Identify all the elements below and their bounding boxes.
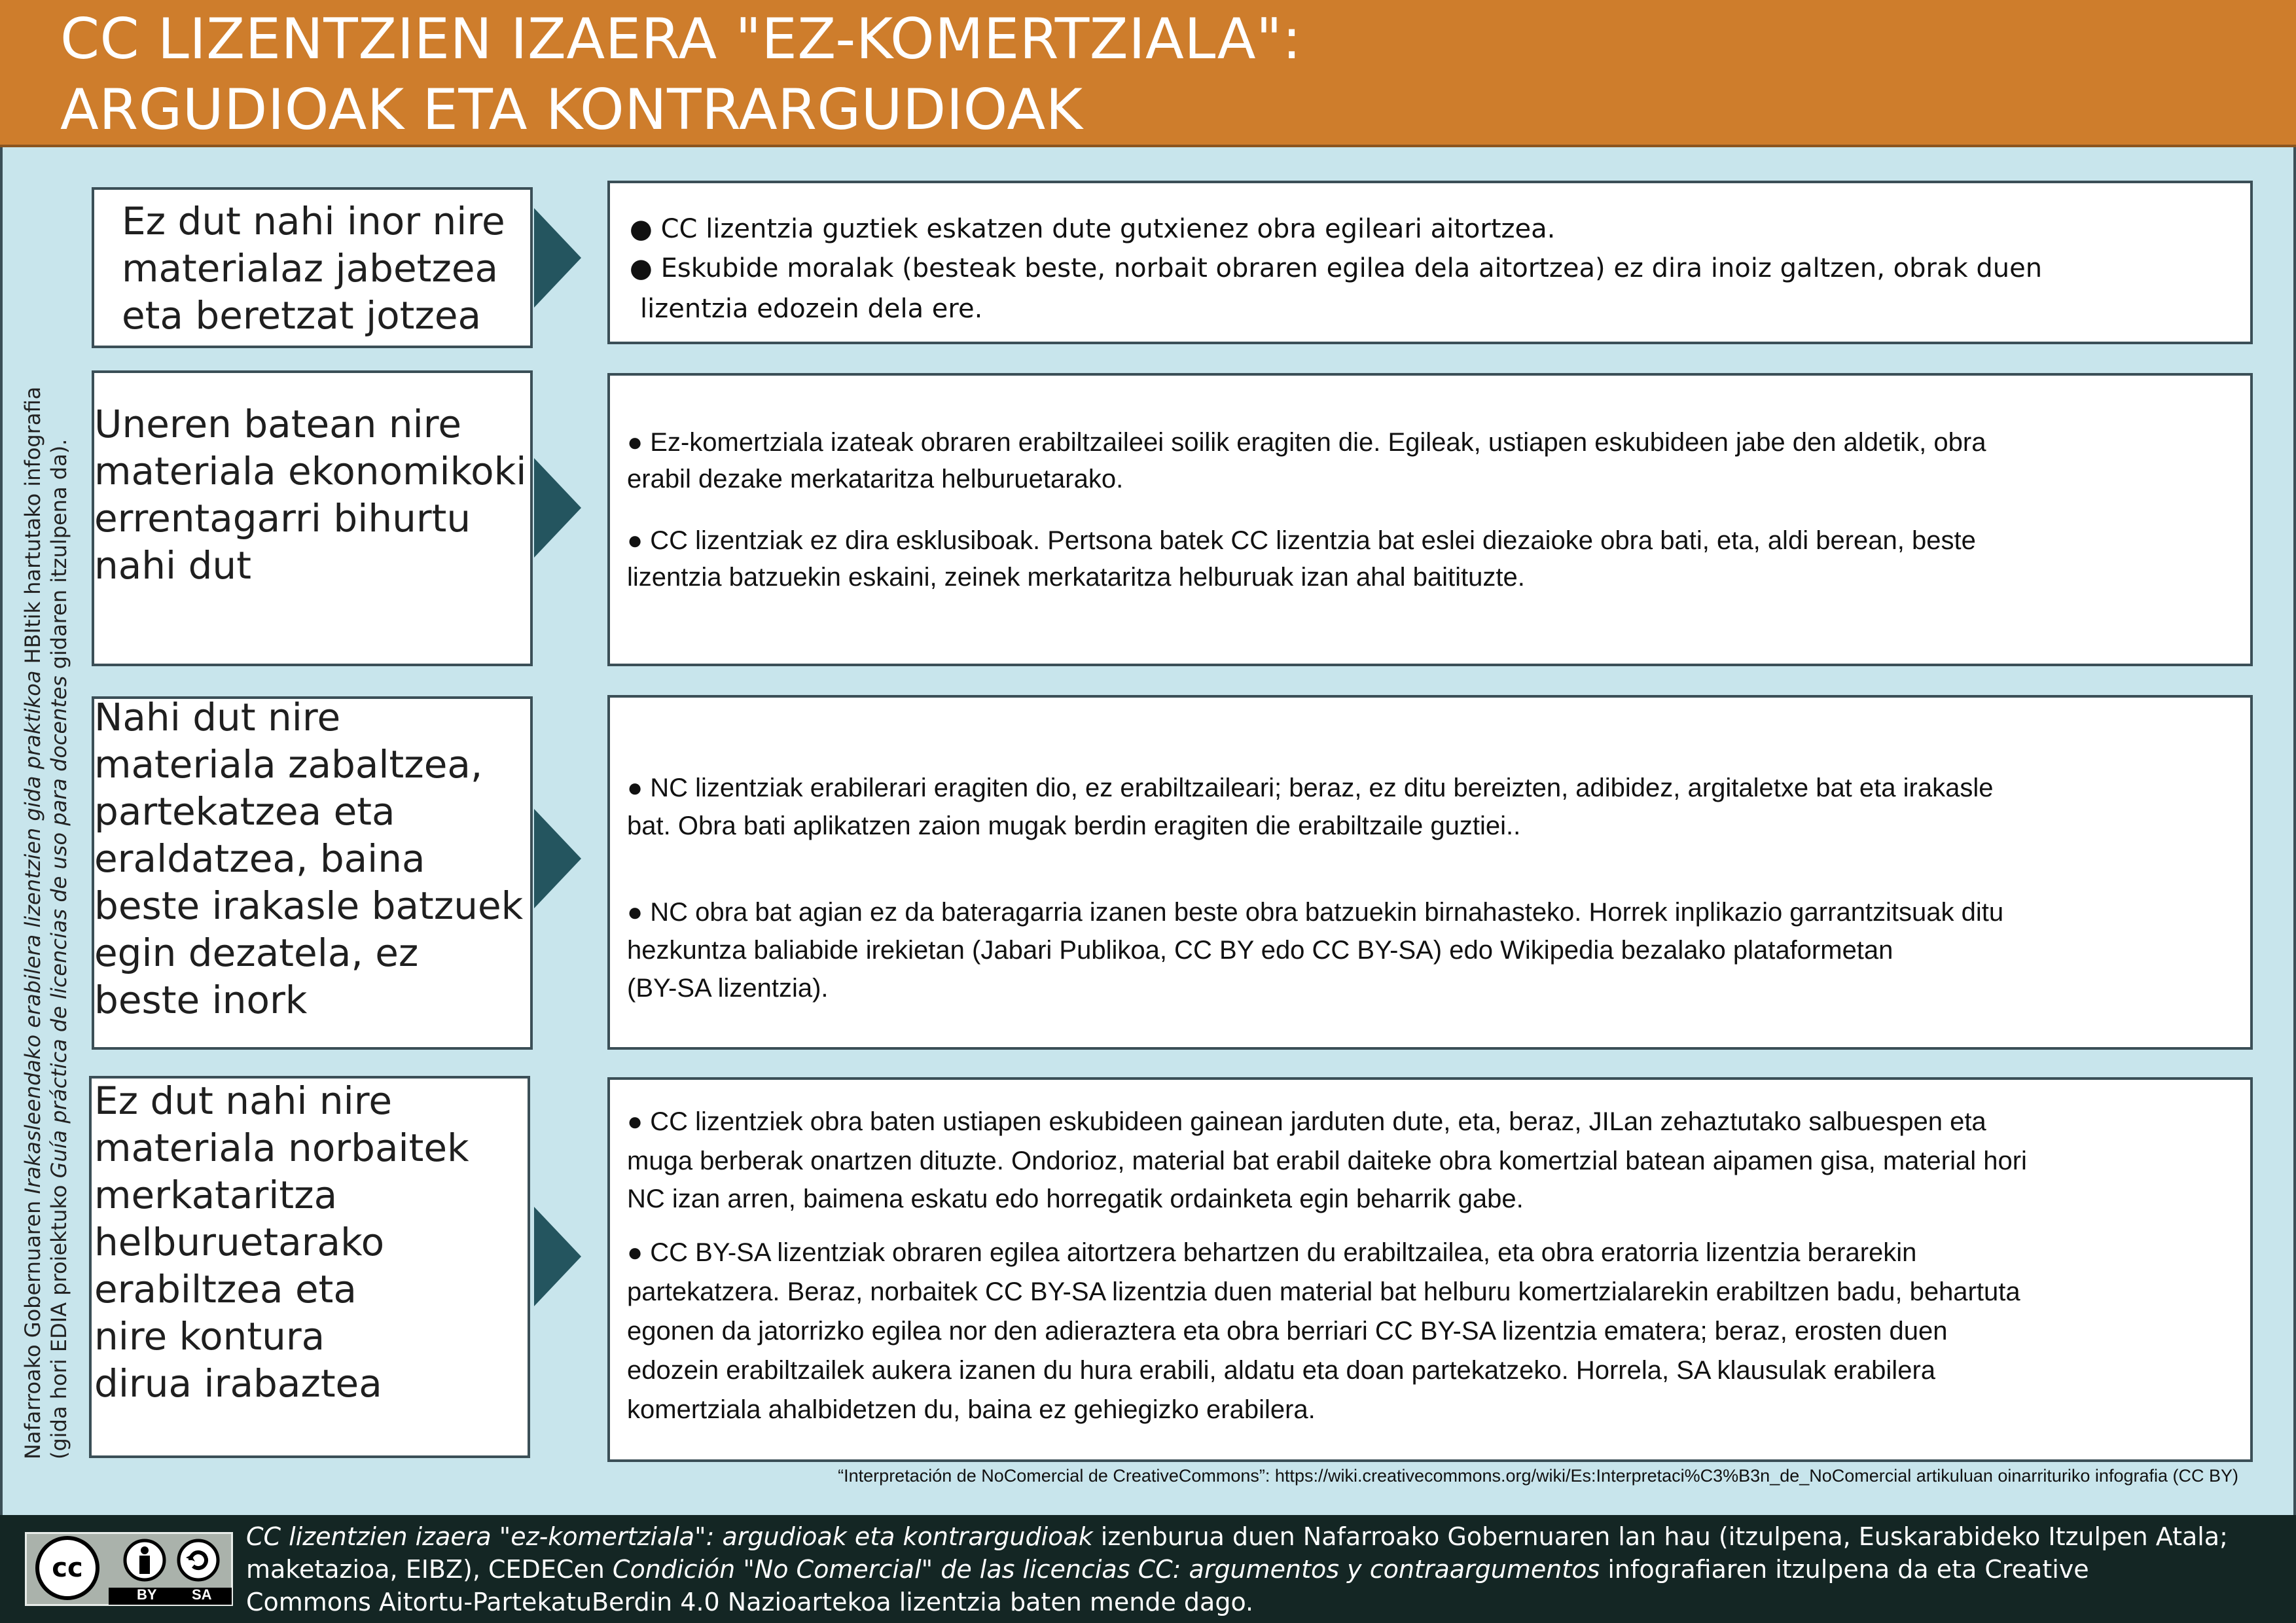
arrow-right-icon: [534, 458, 581, 558]
by-person-body: [139, 1556, 150, 1574]
question-4-text: [94, 1077, 469, 1407]
answer-1-line: ● Eskubide moralak (besteak beste, norbait obraren egilea dela aitortzea) ez dira inoiz galtzen, obrak duen: [630, 253, 2043, 283]
arrow-right-icon: [534, 1207, 581, 1306]
answer-4-line: edozein erabiltzailek aukera izanen du hura erabili, aldatu eta doan partekatzeko. Horrela, SA klausulak erabilera: [627, 1356, 1936, 1385]
answer-4-line: ● CC lizentziek obra baten ustiapen eskubideen gainean jarduten dute, eta, beraz, JILan zehaztutako salbuespen eta: [627, 1107, 1986, 1136]
answer-1-line: ● CC lizentzia guztiek eskatzen dute gutxienez obra egileari aitortzea.: [630, 214, 1556, 244]
side-credit-line-1: Nafarroako Gobernuaren Irakasleendako erabilera lizentzien gida praktikoa HBItik hartutako infografia: [20, 386, 45, 1459]
question-4-line: Ez dut nahi nire: [94, 1079, 393, 1123]
question-3-line: beste irakasle batzuek: [94, 883, 524, 928]
answer-4-line: egonen da jatorrizko egilea nor den adieraztera eta obra berriari CC BY-SA lizentzia ematera; beraz, erosten duen: [627, 1317, 1948, 1346]
answer-2-line: ● CC lizentziak ez dira esklusiboak. Pertsona batek CC lizentzia bat eslei diezaioke obra bati, eta, aldi berean, beste: [627, 526, 1976, 555]
question-3-line: materiala zabaltzea,: [94, 742, 483, 787]
question-3-line: Nahi dut nire: [94, 695, 341, 740]
side-credit-line-2: (gida hori EDIA proiektuko Guía práctica de licencias de uso para docentes gidaren itzulpena da).: [46, 438, 71, 1459]
question-box-1: [92, 187, 533, 348]
by-person-head: [141, 1546, 149, 1554]
question-4-line: merkataritza: [94, 1173, 338, 1217]
answer-box-4: [607, 1077, 2253, 1462]
sa-share-icon: [179, 1541, 218, 1580]
answer-3-line: hezkuntza baliabide irekietan (Jabari Publikoa, CC BY edo CC BY-SA) edo Wikipedia bezalako plataformetan: [627, 936, 1893, 965]
license-line-2: maketazioa, EIBZ), CEDECen Condición "No Comercial" de las licencias CC: argumentos y contraargumentos infografiaren itzulpena da eta Creative: [246, 1555, 2089, 1584]
arrow-right-icon: [534, 809, 581, 908]
question-4-line: materiala norbaitek: [94, 1126, 469, 1170]
question-1-line: materialaz jabetzea: [122, 246, 499, 291]
answer-4-line: muga berberak onartzen dituzte. Ondorioz, material bat erabil daiteke obra komertzial batean aipamen gisa, material hori: [627, 1147, 2027, 1175]
question-1-line: eta beretzat jotzea: [122, 293, 482, 338]
answer-3-line: bat. Obra bati aplikatzen zaion mugak berdin eragiten die erabiltzaile guztiei..: [627, 812, 1521, 840]
question-box-4: [89, 1076, 530, 1458]
source-citation: “Interpretación de NoComercial de CreativeCommons”: https://wiki.creativecommons.org/wiki/Es:Interpretaci%C3%B3n_de_NoComercial artikuluan oinarrituriko infografia (CC BY): [838, 1466, 2238, 1486]
answer-2-line: lizentzia batzuekin eskaini, zeinek merkataritza helburuak izan ahal baitituzte.: [627, 563, 1525, 592]
title-line-2: ARGUDIOAK ETA KONTRARGUDIOAK: [60, 77, 1083, 143]
question-2-line: materiala ekonomikoki: [94, 449, 527, 493]
answer-1-line: lizentzia edozein dela ere.: [640, 294, 983, 324]
question-1-line: Ez dut nahi inor nire: [122, 199, 505, 243]
arrow-right-icon: [534, 208, 581, 308]
cc-icon-label: cc: [52, 1553, 83, 1583]
question-3-line: beste inork: [94, 978, 308, 1022]
question-3-line: egin dezatela, ez: [94, 931, 419, 975]
badge-label-strip: [109, 1588, 232, 1605]
question-2-line: Uneren batean nire: [94, 402, 461, 446]
answer-2-line: ● Ez-komertziala izateak obraren erabiltzaileei soilik eragiten die. Egileak, ustiapen eskubideen jabe den aldetik, obra: [627, 428, 1986, 457]
answer-2-line: erabil dezake merkataritza helburuetarako.: [627, 465, 1124, 493]
by-label: BY: [137, 1586, 157, 1603]
answer-box-3: [607, 695, 2253, 1050]
question-box-3: [92, 696, 533, 1050]
answer-3-line: ● NC lizentziak erabilerari eragiten dio, ez erabiltzaileari; beraz, ez ditu bereizten, adibidez, argitaletxe bat eta irakasle: [627, 774, 1994, 802]
question-3-line: eraldatzea, baina: [94, 836, 425, 881]
license-line-3: Commons Aitortu-PartekatuBerdin 4.0 Nazioartekoa lizentzia baten mende dago.: [246, 1588, 1254, 1616]
answer-4-line: NC izan arren, baimena eskatu edo horregatik ordainketa egin beharrik gabe.: [627, 1185, 1524, 1213]
question-2-line: errentagarri bihurtu: [94, 496, 471, 541]
question-4-line: erabiltzea eta: [94, 1267, 357, 1311]
title-line-1: CC LIZENTZIEN IZAERA "EZ-KOMERTZIALA":: [60, 7, 1302, 72]
answer-4-line: partekatzera. Beraz, norbaitek CC BY-SA lizentzia duen material bat helburu komertzialarekin erabiltzen badu, behartuta: [627, 1277, 2020, 1306]
question-2-line: nahi dut: [94, 543, 251, 588]
answer-box-2: [607, 373, 2253, 666]
question-3-text: [94, 694, 523, 1024]
side-credit: [20, 314, 98, 1459]
answer-4-line: komertziala ahalbidetzen du, baina ez gehiegizko erabilera.: [627, 1395, 1316, 1424]
license-statement: [246, 1520, 2275, 1618]
question-4-line: dirua irabaztea: [94, 1361, 382, 1406]
cc-by-sa-badge[interactable]: [25, 1532, 233, 1606]
answer-3-line: (BY-SA lizentzia).: [627, 974, 829, 1003]
sa-label: SA: [192, 1586, 212, 1603]
footer: [0, 1515, 2296, 1623]
question-4-line: helburuetarako: [94, 1220, 385, 1264]
license-line-1: CC lizentzien izaera "ez-komertziala": argudioak eta kontrargudioak izenburua duen Nafarroako Gobernuaren lan hau (itzulpena, Euskarabideko Itzulpen Atala;: [246, 1522, 2228, 1551]
header-banner: [0, 0, 2296, 147]
question-4-line: nire kontura: [94, 1314, 325, 1359]
answer-3-line: ● NC obra bat agian ez da bateragarria izanen beste obra batzuekin birnahasteko. Horrek inplikazio garrantzitsuak ditu: [627, 898, 2004, 927]
question-3-line: partekatzea eta: [94, 789, 395, 834]
answer-box-1: [607, 181, 2253, 344]
answer-4-line: ● CC BY-SA lizentziak obraren egilea aitortzera behartzen du erabiltzailea, eta obra eratorria lizentzia berarekin: [627, 1238, 1917, 1267]
question-box-2: [92, 370, 533, 666]
